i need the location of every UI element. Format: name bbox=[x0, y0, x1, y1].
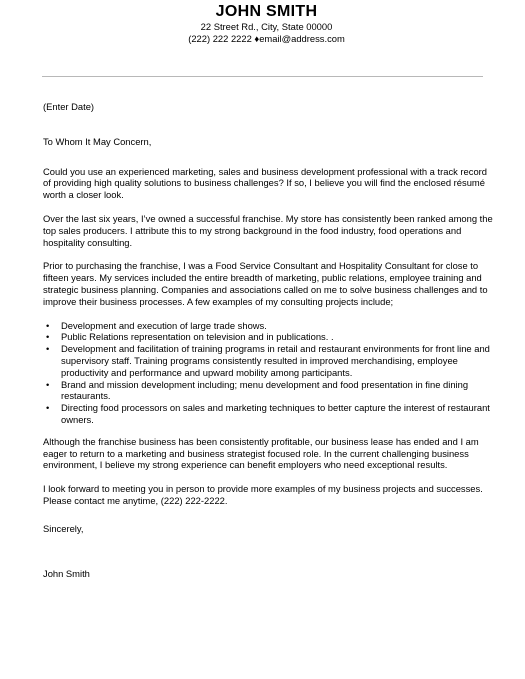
list-item-text: Development and execution of large trade shows. bbox=[61, 319, 267, 331]
bullet-icon: • bbox=[46, 378, 50, 390]
list-item bbox=[43, 331, 493, 343]
sender-phone: (222) 222 2222 bbox=[188, 33, 252, 44]
list-item-text: Brand and mission development including; menu development and food presentation in fine dining restaurants. bbox=[61, 378, 469, 402]
list-item bbox=[43, 379, 493, 403]
bullet-icon: • bbox=[46, 343, 50, 355]
letterhead bbox=[0, 2, 525, 45]
salutation: To Whom It May Concern, bbox=[43, 135, 152, 147]
list-item-text: Public Relations representation on television and in publications. . bbox=[61, 331, 334, 343]
diamond-separator-icon: ♦ bbox=[254, 33, 260, 44]
paragraph-contact: I look forward to meeting you in person to provide more examples of my business projects and successes. Please contact me anytime, (222) 222-2222. bbox=[43, 483, 483, 506]
list-item bbox=[43, 402, 493, 426]
paragraph-franchise: Over the last six years, I’ve owned a successful franchise. My store has consistently been ranked among the top sales producers. I attribute this to my strong background in the food industry, food operations and hospitality consulting. bbox=[43, 212, 493, 248]
sender-email: email@address.com bbox=[259, 33, 345, 44]
list-item bbox=[43, 320, 493, 332]
bullet-icon: • bbox=[46, 331, 50, 343]
closing: Sincerely, bbox=[43, 522, 84, 534]
sender-address: 22 Street Rd., City, State 00000 bbox=[200, 21, 333, 32]
bullet-icon: • bbox=[46, 402, 50, 414]
header-divider bbox=[42, 76, 483, 77]
paragraph-experience: Prior to purchasing the franchise, I was a Food Service Consultant and Hospitality Consultant for close to fifteen years. My services included the entire breadth of marketing, public relations, employee training and strategic business planning. Companies and associations called on me to solve business challenges and to improve their business processes. A few examples of my consulting projects include; bbox=[43, 260, 488, 307]
project-list bbox=[43, 320, 493, 426]
signature-name: John Smith bbox=[43, 567, 90, 579]
sender-contact-line bbox=[8, 33, 525, 45]
paragraph-intro: Could you use an experienced marketing, sales and business development professional with a track record of providing high quality solutions to business challenges? If so, I believe you will find the enclosed résumé worth a closer look. bbox=[43, 165, 487, 201]
sender-name: JOHN SMITH bbox=[215, 3, 318, 20]
list-item bbox=[43, 343, 493, 378]
letter-date: (Enter Date) bbox=[43, 101, 95, 112]
letter-body bbox=[43, 101, 493, 579]
list-item-text: Development and facilitation of training programs in retail and restaurant environments for front line and supervisory staff. Training programs consistently resulted in improved merchandising, employee productivity and performance and upward mobility among participants. bbox=[61, 343, 490, 378]
bullet-icon: • bbox=[46, 319, 50, 331]
list-item-text: Directing food processors on sales and marketing techniques to better capture the interest of restaurant owners. bbox=[61, 402, 490, 425]
paragraph-return: Although the franchise business has been consistently profitable, our business lease has ended and I am eager to return to a marketing and business strategist focused role. In the current challenging business environment, I believe my strong experience can benefit employers who need exceptional results. bbox=[43, 435, 479, 471]
